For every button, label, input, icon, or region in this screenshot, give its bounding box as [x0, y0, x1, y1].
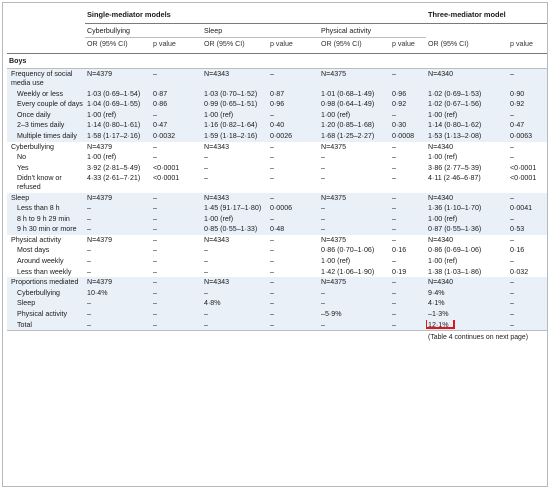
- p-value-cell: –: [390, 288, 426, 299]
- p-value-cell: –: [390, 224, 426, 235]
- or-cell: 1·02 (0·69–1·53): [426, 89, 508, 100]
- or-cell: N=4375: [319, 277, 390, 288]
- p-value-cell: –: [151, 69, 202, 88]
- row-label: 9 h 30 min or more: [7, 224, 85, 235]
- or-cell: –: [319, 298, 390, 309]
- p-value-cell: –: [270, 174, 274, 183]
- or-cell: 1·59 (1·18–2·16): [202, 131, 268, 142]
- or-cell: N=4340: [426, 277, 508, 288]
- or-cell: 1·58 (1·17–2·16): [85, 131, 151, 142]
- p-value-cell: –: [392, 163, 396, 172]
- p-value-cell: 0·0063: [508, 131, 547, 142]
- or-cell: –: [204, 246, 208, 255]
- p-value-cell: 0·47: [151, 120, 202, 131]
- or-cell: 1·00 (ref): [428, 257, 458, 266]
- p-value-cell: –: [392, 153, 396, 162]
- p-value-cell: –: [151, 214, 202, 225]
- p-value-cell: –: [270, 257, 274, 266]
- p-value-cell: –: [151, 110, 202, 121]
- p-value-cell: –: [151, 203, 202, 214]
- p-value-cell: –: [268, 277, 319, 288]
- p-value-cell: –: [510, 257, 514, 266]
- row-label: Physical activity: [11, 235, 62, 244]
- p-value-cell: –: [510, 142, 514, 151]
- row-label: Multiple times daily: [7, 131, 85, 142]
- p-value-cell: –: [508, 309, 547, 320]
- col-header-or: OR (95% CI): [204, 40, 245, 49]
- or-cell: –: [85, 320, 151, 331]
- or-cell: N=4340: [426, 193, 508, 204]
- p-value-cell: 0·87: [151, 89, 202, 100]
- table-row: [7, 99, 547, 110]
- or-cell: 1·00 (ref): [321, 257, 351, 266]
- p-value-cell: 0·0026: [268, 131, 319, 142]
- or-cell: 1·00 (ref): [87, 153, 117, 162]
- or-cell: –: [204, 153, 208, 162]
- p-value-cell: –: [390, 69, 426, 88]
- p-value-cell: –: [268, 214, 319, 225]
- p-value-cell: 0·30: [390, 120, 426, 131]
- or-cell: 0·85 (0·55–1·33): [202, 224, 268, 235]
- or-cell: 1·02 (0·67–1·56): [426, 99, 508, 110]
- or-cell: 1·00 (ref): [202, 110, 268, 121]
- p-value-cell: 0·16: [392, 246, 407, 255]
- p-value-cell: –: [270, 163, 274, 172]
- p-value-cell: –: [390, 309, 426, 320]
- p-value-cell: –: [268, 309, 319, 320]
- p-value-cell: –: [508, 110, 547, 121]
- or-cell: –1·3%: [426, 309, 508, 320]
- or-cell: 9·4%: [426, 288, 508, 299]
- or-cell: 0·86 (0·69–1·06): [428, 246, 482, 255]
- p-value-cell: –: [153, 153, 157, 162]
- row-label: Sleep: [7, 298, 85, 309]
- continuation-note: (Table 4 continues on next page): [428, 334, 529, 342]
- p-value-cell: –: [390, 214, 426, 225]
- or-cell: N=4379: [87, 235, 113, 244]
- or-cell: N=4379: [87, 142, 113, 151]
- p-value-cell: –: [390, 110, 426, 121]
- p-value-cell: 0·92: [508, 99, 547, 110]
- or-cell: 1·00 (ref): [426, 110, 508, 121]
- p-value-cell: –: [151, 193, 202, 204]
- p-value-cell: 0·032: [510, 267, 529, 276]
- or-cell: N=4343: [204, 235, 230, 244]
- p-value-cell: –: [510, 235, 514, 244]
- row-label: Frequency of social media use: [7, 69, 85, 88]
- or-cell: 1·00 (ref): [202, 214, 268, 225]
- p-value-cell: 0·86: [151, 99, 202, 110]
- col-header-p: p value: [392, 40, 415, 49]
- p-value-cell: <0·0001: [153, 174, 180, 183]
- p-value-cell: 0·53: [508, 224, 547, 235]
- or-cell: 1·16 (0·82–1·64): [202, 120, 268, 131]
- or-cell: –: [204, 267, 208, 276]
- or-cell: 0·86 (0·70–1·06): [321, 246, 375, 255]
- or-cell: –: [319, 203, 390, 214]
- table-row: [7, 142, 547, 153]
- row-label: Once daily: [7, 110, 85, 121]
- col-header-or: OR (95% CI): [87, 40, 128, 49]
- table-row: [7, 320, 547, 331]
- row-label: Total: [7, 320, 85, 331]
- table-row: [7, 193, 547, 204]
- or-cell: –: [321, 153, 325, 162]
- row-label: No: [17, 153, 27, 162]
- table-body: [7, 69, 547, 330]
- p-value-cell: 0·40: [268, 120, 319, 131]
- subheader-sleep: Sleep: [202, 23, 319, 38]
- table-row: [7, 89, 547, 100]
- row-label: Less than 8 h: [7, 203, 85, 214]
- p-value-cell: –: [392, 142, 396, 151]
- p-value-cell: 0·96: [268, 99, 319, 110]
- subheader-cyberbullying: Cyberbullying: [85, 23, 202, 38]
- results-table: [7, 6, 547, 344]
- p-value-cell: 0·87: [268, 89, 319, 100]
- or-cell: 10·4%: [85, 288, 151, 299]
- table-row: [7, 110, 547, 121]
- p-value-cell: <0·0001: [153, 163, 180, 172]
- or-cell: –: [85, 309, 151, 320]
- or-cell: 1·53 (1·13–2·08): [426, 131, 508, 142]
- or-cell: 1·03 (0·69–1·54): [85, 89, 151, 100]
- or-cell: N=4343: [202, 193, 268, 204]
- or-cell: 1·00 (ref): [85, 110, 151, 121]
- or-cell: 1·14 (0·80–1·62): [426, 120, 508, 131]
- row-label: Most days: [17, 246, 50, 255]
- or-cell: –: [204, 174, 208, 183]
- or-cell: N=4343: [202, 277, 268, 288]
- or-cell: 1·38 (1·03–1·86): [428, 267, 482, 276]
- section-label-boys: Boys: [9, 56, 27, 65]
- table-row: [7, 245, 547, 256]
- table-row: [7, 203, 547, 214]
- or-cell: N=4340: [426, 69, 508, 88]
- p-value-cell: –: [508, 277, 547, 288]
- highlight-box: [426, 320, 455, 329]
- row-label: Every couple of days: [7, 99, 85, 110]
- row-label: 8 h to 9 h 29 min: [7, 214, 85, 225]
- row-label: Cyberbullying: [7, 288, 85, 299]
- p-value-cell: 0·90: [508, 89, 547, 100]
- p-value-cell: –: [151, 309, 202, 320]
- p-value-cell: 0·47: [508, 120, 547, 131]
- p-value-cell: –: [151, 277, 202, 288]
- total-value: 12·1%: [428, 320, 449, 329]
- p-value-cell: 0·92: [390, 99, 426, 110]
- or-cell: 3·92 (2·81–5·49): [87, 163, 141, 172]
- p-value-cell: –: [153, 267, 157, 276]
- or-cell: –: [87, 257, 91, 266]
- p-value-cell: –: [153, 257, 157, 266]
- or-cell: –: [202, 288, 268, 299]
- p-value-cell: –: [390, 320, 426, 331]
- p-value-cell: –: [153, 246, 157, 255]
- p-value-cell: 0·0032: [151, 131, 202, 142]
- col-header-p: p value: [153, 40, 176, 49]
- table-row: [7, 235, 547, 246]
- or-cell: 4·1%: [426, 298, 508, 309]
- p-value-cell: –: [390, 298, 426, 309]
- group-header-single: Single-mediator models: [85, 6, 426, 23]
- row-label: Less than weekly: [17, 267, 72, 276]
- p-value-cell: 0·0041: [508, 203, 547, 214]
- p-value-cell: –: [392, 174, 396, 183]
- or-cell: 4·11 (2·46–6·87): [428, 174, 481, 183]
- p-value-cell: 0·0006: [268, 203, 319, 214]
- table-row: [7, 163, 547, 174]
- or-cell: N=4343: [202, 69, 268, 88]
- p-value-cell: –: [508, 298, 547, 309]
- p-value-cell: 0·16: [510, 246, 525, 255]
- p-value-cell: –: [268, 288, 319, 299]
- or-cell: 3·86 (2·77–5·39): [428, 163, 482, 172]
- p-value-cell: –: [270, 267, 274, 276]
- p-value-cell: –: [151, 298, 202, 309]
- or-cell: 1·01 (0·68–1·49): [319, 89, 390, 100]
- p-value-cell: –: [151, 320, 202, 331]
- p-value-cell: –: [508, 193, 547, 204]
- or-cell: 1·14 (0·80–1·61): [85, 120, 151, 131]
- or-cell: 0·99 (0·65–1·51): [202, 99, 268, 110]
- row-label: Weekly or less: [7, 89, 85, 100]
- or-cell: 1·00 (ref): [426, 214, 508, 225]
- table-row: [7, 277, 547, 288]
- or-cell: –: [204, 257, 208, 266]
- p-value-cell: –: [392, 257, 396, 266]
- table-row: [7, 309, 547, 320]
- p-value-cell: 0·48: [268, 224, 319, 235]
- or-cell: –: [319, 288, 390, 299]
- or-cell: –: [202, 320, 268, 331]
- or-cell: –: [319, 214, 390, 225]
- p-value-cell: 0·19: [392, 267, 407, 276]
- table-row: [7, 152, 547, 163]
- or-cell: –5·9%: [319, 309, 390, 320]
- table-row: [7, 214, 547, 225]
- table-frame: [2, 2, 548, 487]
- or-cell: 1·03 (0·70–1·52): [202, 89, 268, 100]
- row-label: Proportions mediated: [7, 277, 85, 288]
- or-cell: 1·20 (0·85–1·68): [319, 120, 390, 131]
- or-cell: –: [319, 320, 390, 331]
- table-row: [7, 267, 547, 278]
- or-cell: –: [202, 309, 268, 320]
- table-row: [7, 120, 547, 131]
- or-cell: 1·42 (1·06–1·90): [321, 267, 375, 276]
- or-cell: 1·04 (0·69–1·55): [85, 99, 151, 110]
- or-cell: –: [321, 163, 325, 172]
- p-value-cell: –: [270, 142, 274, 151]
- col-header-or: OR (95% CI): [428, 39, 469, 48]
- table-row: [7, 224, 547, 235]
- p-value-cell: –: [390, 277, 426, 288]
- or-cell: 4·33 (2·61–7·21): [87, 174, 141, 183]
- or-cell: –: [87, 246, 91, 255]
- p-value-cell: –: [153, 235, 157, 244]
- p-value-cell: 0·0008: [390, 131, 426, 142]
- p-value-cell: 0·96: [390, 89, 426, 100]
- or-cell: N=4375: [319, 193, 390, 204]
- col-header-or: OR (95% CI): [321, 40, 362, 49]
- or-cell: –: [319, 224, 390, 235]
- or-cell: N=4379: [85, 277, 151, 288]
- or-cell: 0·87 (0·55–1·36): [426, 224, 508, 235]
- or-cell: N=4340: [428, 142, 454, 151]
- or-cell: 1·36 (1·10–1·70): [426, 203, 508, 214]
- or-cell: –: [85, 203, 151, 214]
- total-three-mediator-cell: [426, 320, 508, 331]
- or-cell: –: [321, 174, 325, 183]
- row-label: Yes: [17, 163, 29, 172]
- row-label: 2–3 times daily: [7, 120, 85, 131]
- p-value-cell: –: [268, 298, 319, 309]
- table-row: [7, 298, 547, 309]
- or-cell: –: [85, 214, 151, 225]
- p-value-cell: –: [508, 320, 547, 331]
- p-value-cell: –: [270, 235, 274, 244]
- row-label: Didn't know or refused: [17, 174, 62, 191]
- table-row: [7, 131, 547, 142]
- or-cell: –: [204, 163, 208, 172]
- col-header-p: p value: [270, 40, 293, 49]
- or-cell: N=4343: [204, 142, 230, 151]
- table-row: [7, 69, 547, 88]
- p-value-cell: –: [270, 153, 274, 162]
- p-value-cell: –: [508, 69, 547, 88]
- table-row: [7, 256, 547, 267]
- p-value-cell: –: [151, 288, 202, 299]
- or-cell: 0·98 (0·64–1·49): [319, 99, 390, 110]
- p-value-cell: –: [268, 110, 319, 121]
- p-value-cell: –: [392, 235, 396, 244]
- p-value-cell: <0·0001: [510, 163, 537, 172]
- p-value-cell: –: [268, 193, 319, 204]
- p-value-cell: –: [153, 142, 157, 151]
- or-cell: 1·00 (ref): [319, 110, 390, 121]
- row-label: Cyberbullying: [11, 142, 54, 151]
- table-row: [7, 288, 547, 299]
- p-value-cell: –: [270, 246, 274, 255]
- row-label: Around weekly: [17, 257, 64, 266]
- p-value-cell: –: [510, 153, 514, 162]
- or-cell: 4·8%: [202, 298, 268, 309]
- or-cell: N=4379: [85, 69, 151, 88]
- or-cell: 1·00 (ref): [428, 153, 458, 162]
- p-value-cell: –: [268, 320, 319, 331]
- group-header-three: Three-mediator model: [426, 6, 547, 23]
- p-value-cell: –: [390, 203, 426, 214]
- p-value-cell: <0·0001: [510, 174, 537, 183]
- or-cell: 1·45 (91·17–1·80): [202, 203, 268, 214]
- or-cell: N=4379: [85, 193, 151, 204]
- p-value-cell: –: [151, 224, 202, 235]
- p-value-cell: –: [508, 288, 547, 299]
- p-value-cell: –: [390, 193, 426, 204]
- or-cell: –: [85, 224, 151, 235]
- subheader-physical-activity: Physical activity: [319, 23, 426, 38]
- or-cell: –: [85, 298, 151, 309]
- or-cell: N=4375: [321, 235, 347, 244]
- or-cell: –: [87, 267, 91, 276]
- or-cell: 1·68 (1·25–2·27): [319, 131, 390, 142]
- or-cell: N=4375: [321, 142, 347, 151]
- or-cell: N=4375: [319, 69, 390, 88]
- p-value-cell: –: [268, 69, 319, 88]
- row-label: Sleep: [7, 193, 85, 204]
- or-cell: N=4340: [428, 235, 454, 244]
- row-label: Physical activity: [7, 309, 85, 320]
- table-row: [7, 173, 547, 192]
- p-value-cell: –: [508, 214, 547, 225]
- col-header-p: p value: [510, 39, 533, 48]
